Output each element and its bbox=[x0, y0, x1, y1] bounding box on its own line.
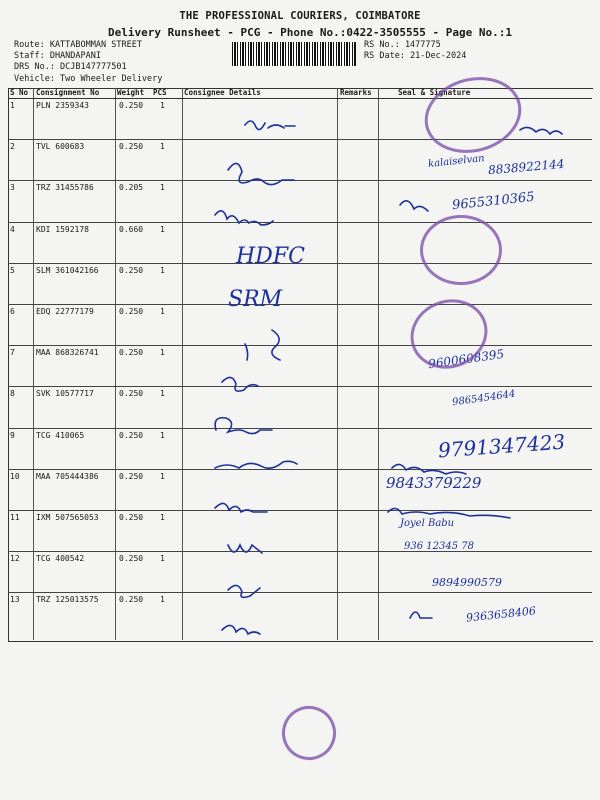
signature-handwriting: Joyel Babu bbox=[400, 518, 455, 529]
signature-handwriting: 9655310365 bbox=[451, 189, 536, 214]
cell-weight: 0.250 bbox=[119, 513, 144, 522]
column-divider bbox=[182, 88, 183, 640]
cell-consignment-no: TVL 600683 bbox=[36, 142, 85, 152]
consignee-handwriting: HDFC bbox=[236, 244, 305, 269]
cell-sno: 12 bbox=[10, 554, 20, 564]
cell-pcs: 1 bbox=[160, 348, 165, 358]
column-divider bbox=[337, 88, 338, 640]
cell-pcs: 1 bbox=[160, 307, 165, 316]
cell-consignment-no: EDQ 22777179 bbox=[36, 307, 94, 316]
drs-number: DRS No.: DCJB147777501 bbox=[14, 62, 127, 72]
column-divider bbox=[378, 88, 379, 640]
cell-sno: 3 bbox=[10, 183, 15, 193]
stamp-seal bbox=[273, 697, 345, 769]
cell-sno: 10 bbox=[10, 471, 20, 481]
signature-handwriting: 9791347423 bbox=[437, 429, 566, 463]
cell-weight: 0.250 bbox=[119, 430, 144, 440]
cell-consignment-no: KDI 1592178 bbox=[36, 224, 89, 234]
col-consignment: Consignment No bbox=[36, 88, 100, 97]
table-row bbox=[8, 180, 592, 181]
cell-sno: 1 bbox=[10, 101, 15, 110]
cell-consignment-no: TRZ 31455786 bbox=[36, 183, 94, 193]
signature-handwriting: 9600608395 bbox=[427, 346, 505, 372]
cell-sno: 11 bbox=[10, 513, 20, 522]
cell-pcs: 1 bbox=[160, 430, 165, 440]
consignee-handwriting: SRM bbox=[228, 287, 283, 312]
signature-handwriting: kalaiselvan bbox=[427, 153, 486, 170]
col-remarks: Remarks bbox=[340, 88, 372, 97]
cell-pcs: 1 bbox=[160, 101, 165, 110]
page-subtitle: Delivery Runsheet - PCG - Phone No.:0422-3505555 - Page No.:1 bbox=[108, 26, 512, 39]
cell-pcs: 1 bbox=[160, 183, 165, 193]
route-label: Route: KATTABOMMAN STREET bbox=[14, 40, 142, 50]
cell-weight: 0.250 bbox=[119, 142, 144, 152]
cell-pcs: 1 bbox=[160, 142, 165, 152]
cell-weight: 0.250 bbox=[119, 348, 144, 358]
cell-sno: 9 bbox=[10, 430, 15, 440]
table-row bbox=[8, 304, 592, 305]
staff-label: Staff: DHANDAPANI bbox=[14, 51, 101, 61]
cell-pcs: 1 bbox=[160, 595, 165, 605]
cell-weight: 0.250 bbox=[119, 265, 144, 275]
table-row bbox=[8, 469, 592, 470]
cell-pcs: 1 bbox=[160, 554, 165, 564]
table-row bbox=[8, 386, 592, 387]
cell-consignment-no: TRZ 125013575 bbox=[36, 595, 99, 605]
table-row bbox=[8, 592, 592, 593]
cell-weight: 0.250 bbox=[119, 307, 144, 316]
rs-date: RS Date: 21-Dec-2024 bbox=[364, 51, 467, 61]
cell-weight: 0.250 bbox=[119, 471, 144, 481]
cell-sno: 13 bbox=[10, 595, 20, 605]
cell-weight: 0.205 bbox=[119, 183, 144, 193]
col-weight: Weight bbox=[117, 88, 145, 97]
cell-consignment-no: PLN 2359343 bbox=[36, 101, 89, 110]
signature-handwriting: 9363658406 bbox=[465, 604, 537, 625]
cell-pcs: 1 bbox=[160, 389, 165, 399]
cell-pcs: 1 bbox=[160, 513, 165, 522]
stamp-seal bbox=[420, 215, 502, 285]
cell-sno: 6 bbox=[10, 307, 15, 316]
cell-sno: 2 bbox=[10, 142, 15, 152]
cell-sno: 5 bbox=[10, 265, 15, 275]
cell-pcs: 1 bbox=[160, 265, 165, 275]
table-row bbox=[8, 510, 592, 511]
signature-handwriting: 9843379229 bbox=[386, 474, 482, 492]
column-divider bbox=[115, 88, 116, 640]
cell-weight: 0.660 bbox=[119, 224, 144, 234]
cell-sno: 7 bbox=[10, 348, 15, 358]
cell-sno: 4 bbox=[10, 224, 15, 234]
signature-handwriting: 936 12345 78 bbox=[404, 541, 474, 552]
cell-consignment-no: MAA 705444386 bbox=[36, 471, 99, 481]
cell-consignment-no: TCG 400542 bbox=[36, 554, 85, 564]
table-row bbox=[8, 222, 592, 223]
vehicle-label: Vehicle: Two Wheeler Delivery bbox=[14, 74, 163, 84]
table-row bbox=[8, 551, 592, 552]
page-title: THE PROFESSIONAL COURIERS, COIMBATORE bbox=[179, 10, 421, 22]
signature-handwriting: 8838922144 bbox=[487, 156, 565, 178]
signature-handwriting: 9894990579 bbox=[432, 576, 502, 589]
table-row bbox=[8, 428, 592, 429]
barcode bbox=[232, 42, 356, 66]
cell-consignment-no: SVK 10577717 bbox=[36, 389, 94, 399]
cell-consignment-no: TCG 410065 bbox=[36, 430, 85, 440]
cell-weight: 0.250 bbox=[119, 554, 144, 564]
cell-consignment-no: IXM 507565053 bbox=[36, 513, 99, 522]
cell-consignment-no: SLM 361042166 bbox=[36, 265, 99, 275]
cell-pcs: 1 bbox=[160, 471, 165, 481]
cell-weight: 0.250 bbox=[119, 101, 144, 110]
rs-number: RS No.: 1477775 bbox=[364, 40, 441, 50]
cell-weight: 0.250 bbox=[119, 595, 144, 605]
signature-handwriting: 9865454644 bbox=[451, 388, 517, 409]
cell-weight: 0.250 bbox=[119, 389, 144, 399]
cell-consignment-no: MAA 868326741 bbox=[36, 348, 99, 358]
table-row bbox=[8, 345, 592, 346]
cell-sno: 8 bbox=[10, 389, 15, 399]
col-seal: Seal & Signature bbox=[398, 88, 471, 97]
col-pcs: PCS bbox=[153, 88, 167, 97]
cell-pcs: 1 bbox=[160, 224, 165, 234]
column-divider bbox=[33, 88, 34, 640]
col-consignee: Consignee Details bbox=[184, 88, 261, 97]
col-sno: S No bbox=[10, 88, 29, 97]
